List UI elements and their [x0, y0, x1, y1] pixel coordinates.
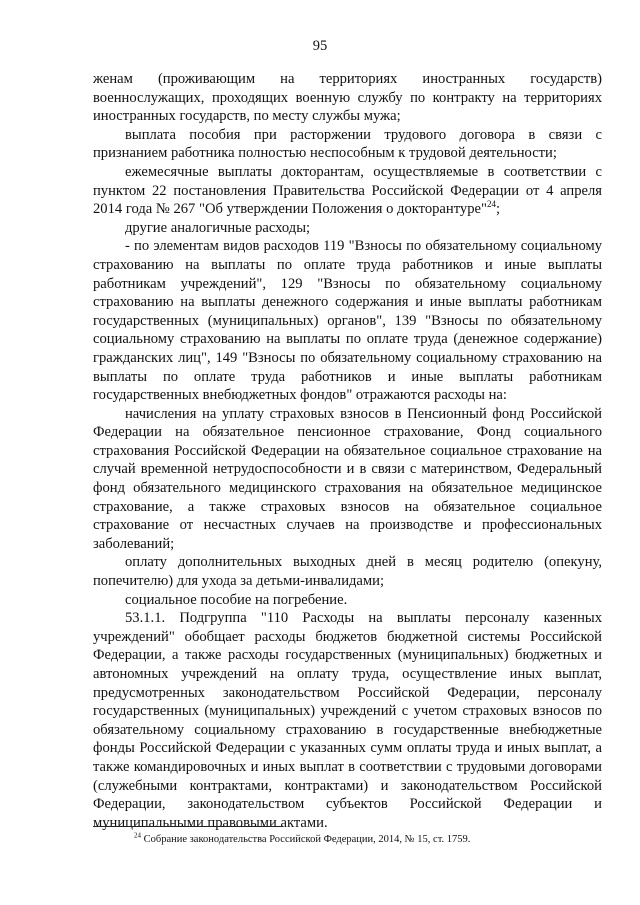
footnote-marker: 24 [134, 831, 141, 840]
paragraph: начисления на уплату страховых взносов в Пенсионный фонд Российской Федерации на обязательное пенсионное страхование, Фонд социального страхования Российской Федерации на обязательное социальное страхование на случай временной нетрудоспособности и в связи с материнством, Федеральный фонд обязательного медицинского страхования на обязательное медицинское страхование, а также страховых взносов на обязательное социальное страхование от несчастных случаев на производстве и профессиональных заболеваний; [93, 405, 602, 552]
paragraph: другие аналогичные расходы; [125, 219, 311, 236]
paragraph: 53.1.1. Подгруппа "110 Расходы на выплаты персоналу казенных учреждений" обобщает расходы бюджетов бюджетной системы Российской Федерации, а также расходы государственных (муниципальных) бюджетных и автономных учреждений на оплату труда, осуществление иных выплат, предусмотренных законодательством Российской Федерации, персоналу государственных (муниципальных) учреждений с учетом страховых взносов по обязательному социальному страхованию в государственные внебюджетные фонды Российской Федерации с указанных сумм оплаты труда и иных выплат, а также командировочных и иных выплат в соответствии с трудовыми договорами (служебными контрактами, контрактами) и законодательством Российской Федерации, законодательством субъектов Российской Федерации и муниципальными правовыми актами. [93, 610, 602, 831]
paragraph: оплату дополнительных выходных дней в месяц родителю (опекуну, попечителю) для ухода за детьми-инвалидами; [93, 554, 602, 590]
footnote [134, 833, 602, 846]
paragraph: женам (проживающим на территориях иностранных государств) военнослужащих, проходящих военную службу по контракту на территориях иностранных государств, по месту службы мужа; [93, 71, 602, 125]
paragraph: - по элементам видов расходов 119 "Взносы по обязательному социальному страхованию на выплаты по оплате труда работников и иные выплаты работникам учреждений", 129 "Взносы по обязательному социальному страхованию на выплаты денежного содержания и иные выплаты работникам государственных (муниципальных) органов", 139 "Взносы по обязательному социальному страхованию на выплаты по оплате труда (денежное содержание) гражданских лиц", 149 "Взносы по обязательному социальному страхованию на выплаты по оплате труда работников и иные выплаты работникам государственных внебюджетных фондов" отражаются расходы на: [93, 238, 602, 404]
footnote-reference: 24 [486, 199, 496, 210]
paragraph: социальное пособие на погребение. [125, 591, 348, 608]
body-text [93, 70, 602, 832]
footnote-divider [93, 826, 283, 827]
paragraph: выплата пособия при расторжении трудового договора в связи с признанием работника полностью неспособным к трудовой деятельности; [93, 126, 602, 162]
footnote-text: Собрание законодательства Российской Федерации, 2014, № 15, ст. 1759. [141, 834, 471, 845]
page-number: 95 [312, 38, 328, 54]
paragraph: ежемесячные выплаты докторантам, осуществляемые в соответствии с пунктом 22 постановления Правительства Российской Федерации от 4 апреля 2014 года № 267 "Об утверждении Положения о докторантуре"$^{24}$; [93, 163, 602, 218]
